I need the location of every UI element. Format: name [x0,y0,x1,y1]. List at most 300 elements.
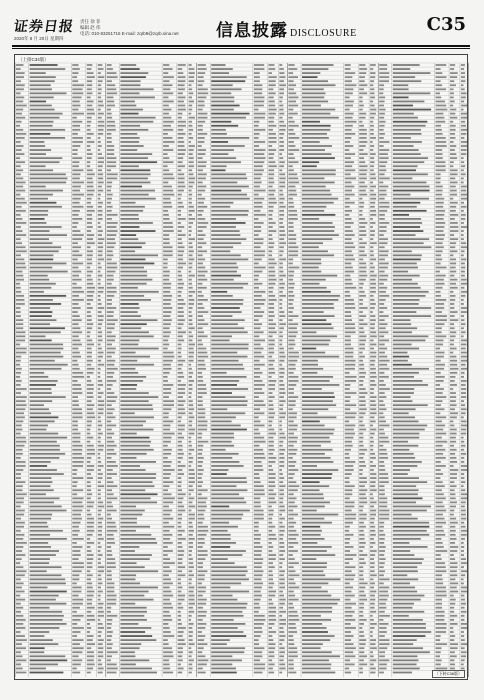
table-cell-text [16,481,25,483]
table-cell-text [379,497,387,499]
table-cell-text [288,441,297,443]
table-cell-text [279,562,282,564]
table-cell-text [98,631,102,633]
table-cell-text [98,169,102,171]
table-cell-text [268,105,275,107]
table-cell-text [359,611,363,613]
table-cell-text [279,376,283,378]
table-cell-text [461,121,465,123]
table-cell-text [359,599,367,601]
table-cell-text [288,226,293,228]
table-cell-text [16,672,26,674]
table-cell-text [163,121,174,123]
table-cell-text [268,457,276,459]
table-cell-text [30,319,57,321]
table-cell-text [30,299,53,301]
table-cell-text [268,267,274,269]
table-cell-text [178,570,182,572]
table-cell-text [163,595,173,597]
table-cell-text [87,408,93,410]
table-cell-text [393,295,426,297]
table-cell-text [189,554,192,556]
table-cell-text [98,416,101,418]
table-cell-text [461,570,467,572]
table-cell-text [107,595,117,597]
table-cell-text [370,271,374,273]
table-cell-text [198,627,206,629]
section-title-cn: 信息披露 [216,21,288,41]
table-cell-text [393,291,429,293]
table-cell-text [393,344,412,346]
table-cell-text [87,514,92,516]
table-cell-text [16,433,21,435]
table-cell-text [288,105,298,107]
table-cell-text [379,445,383,447]
table-cell-text [435,291,440,293]
table-cell-text [16,352,26,354]
table-cell-text [120,283,146,285]
table-cell-text [302,392,334,394]
table-cell-text [435,125,441,127]
table-cell-text [379,335,384,337]
table-cell-text [370,372,376,374]
table-cell-text [107,631,113,633]
table-cell-text [288,173,297,175]
table-cell-text [370,327,375,329]
table-cell-text [98,226,102,228]
table-cell-text [98,165,103,167]
table-cell-text [163,331,171,333]
table-cell-text [450,651,455,653]
table-cell-text [163,80,169,82]
table-cell-text [288,392,293,394]
table-cell-text [178,226,185,228]
table-cell-text [345,522,353,524]
table-cell-text [72,457,84,459]
table-cell-text [30,611,63,613]
table-cell-text [435,319,447,321]
table-cell-text [393,635,426,637]
table-cell-text [345,514,357,516]
table-cell-text [379,299,385,301]
table-cell-text [30,635,45,637]
table-cell-text [345,384,351,386]
table-cell-text [120,449,153,451]
table-cell-text [435,169,445,171]
table-cell-text [211,453,238,455]
table-cell-text [211,611,242,613]
table-cell-text [302,157,335,159]
table-cell-text [279,635,285,637]
table-cell-text [435,105,446,107]
table-cell-text [435,457,445,459]
table-cell-text [72,226,77,228]
table-cell-text [345,92,353,94]
table-cell-text [379,627,386,629]
table-cell-text [254,178,261,180]
table-cell-text [345,295,351,297]
table-cell-text [189,72,195,74]
table-cell-text [30,668,46,670]
table-cell-text [211,157,236,159]
table-cell-text [30,340,52,342]
table-cell-text [107,481,114,483]
table-cell-text [279,522,282,524]
table-cell-text [268,327,275,329]
table-cell-text [87,246,91,248]
table-cell-text [379,384,386,386]
table-cell-text [302,327,333,329]
table-cell-text [450,506,456,508]
table-cell-text [379,396,386,398]
table-cell-text [98,279,101,281]
table-cell-text [254,327,261,329]
table-cell-text [461,222,464,224]
table-cell-text [198,388,207,390]
table-cell-text [72,311,77,313]
table-cell-text [163,376,167,378]
table-cell-text [302,421,320,423]
table-cell-text [30,550,59,552]
table-cell-text [379,595,389,597]
table-cell-text [120,647,139,649]
table-cell-text [302,445,321,447]
table-cell-text [461,84,464,86]
table-cell-text [98,202,103,204]
table-cell-text [30,607,50,609]
table-cell-text [393,230,424,232]
table-cell-text [107,655,112,657]
table-cell-text [30,364,68,366]
table-cell-text [16,303,25,305]
table-cell-text [393,105,413,107]
table-cell-text [16,412,24,414]
table-cell-text [435,566,445,568]
table-cell-text [189,481,195,483]
table-cell-text [87,340,92,342]
table-cell-text [435,449,445,451]
table-cell-text [30,412,51,414]
table-cell-text [435,121,445,123]
table-cell-text [345,639,351,641]
table-cell-text [163,153,168,155]
table-cell-text [254,173,262,175]
table-cell-text [211,445,234,447]
table-cell-text [16,380,22,382]
table-cell-text [30,295,67,297]
table-cell-text [72,291,84,293]
table-cell-text [345,315,352,317]
table-cell-text [435,400,442,402]
table-cell-text [178,672,183,674]
table-cell-text [450,295,455,297]
table-cell-text [393,348,419,350]
table-cell-text [178,178,185,180]
table-cell-text [163,218,169,220]
table-cell-text [211,534,230,536]
table-cell-text [450,283,456,285]
table-cell-text [279,558,285,560]
table-cell-text [163,583,173,585]
table-cell-text [87,141,95,143]
table-cell-text [120,113,138,115]
table-cell-text [302,416,336,418]
table-cell-text [98,591,103,593]
table-cell-text [178,295,182,297]
table-cell-text [107,542,115,544]
table-cell-text [345,267,353,269]
table-cell-text [370,190,374,192]
table-cell-text [435,647,441,649]
table-cell-text [163,380,168,382]
table-cell-text [189,457,194,459]
table-cell-text [370,141,373,143]
table-cell-text [461,295,465,297]
table-cell-text [163,404,174,406]
table-cell-text [254,129,265,131]
table-cell-text [178,299,184,301]
table-cell-text [87,591,95,593]
table-cell-text [87,331,91,333]
table-cell-text [359,113,366,115]
table-cell-text [107,400,116,402]
table-cell-text [345,323,355,325]
table-cell-text [198,299,208,301]
table-cell-text [72,550,80,552]
table-cell-text [370,105,374,107]
table-cell-text [72,331,82,333]
table-cell-text [254,242,263,244]
table-cell-text [435,88,446,90]
table-cell-text [16,635,25,637]
table-cell-text [370,416,374,418]
table-cell-text [461,530,467,532]
table-cell-text [198,109,203,111]
table-cell-text [345,230,353,232]
table-cell-text [370,595,375,597]
table-cell-text [379,554,384,556]
table-cell-text [87,76,95,78]
table-cell-text [393,578,418,580]
table-cell-text [211,360,238,362]
table-cell-text [345,566,356,568]
table-cell-text [178,376,184,378]
table-cell-text [198,210,204,212]
table-cell-text [450,461,457,463]
table-cell-text [211,639,230,641]
table-cell-text [359,226,365,228]
table-cell-text [254,291,266,293]
table-cell-text [163,510,172,512]
table-cell-text [268,214,272,216]
table-cell-text [87,526,94,528]
table-cell-text [254,647,265,649]
table-cell-text [254,319,259,321]
table-cell-text [450,514,454,516]
table-cell-text [393,465,418,467]
table-cell-text [393,101,425,103]
table-cell-text [87,97,91,99]
table-cell-text [288,279,293,281]
table-cell-text [163,392,171,394]
table-cell-text [211,149,234,151]
table-cell-text [98,368,101,370]
table-cell-text [163,242,170,244]
table-cell-text [370,149,373,151]
table-cell-text [268,137,276,139]
table-cell-text [345,133,356,135]
table-cell-text [198,376,203,378]
table-cell-text [254,238,264,240]
table-cell-text [379,153,388,155]
table-cell-text [198,250,207,252]
table-cell-text [189,429,196,431]
table-cell-text [120,311,137,313]
table-cell-text [120,161,157,163]
table-cell-text [87,327,92,329]
table-cell-text [393,659,419,661]
table-cell-text [379,275,388,277]
table-cell-text [450,469,458,471]
table-cell-text [178,607,184,609]
table-cell-text [288,477,293,479]
table-cell-text [288,109,293,111]
table-cell-text [450,327,455,329]
table-cell-text [16,554,25,556]
table-cell-text [120,396,158,398]
table-cell-text [435,315,447,317]
table-cell-text [370,655,374,657]
table-cell-text [189,287,193,289]
table-cell-text [98,105,104,107]
table-cell-text [107,299,112,301]
table-cell-text [30,514,53,516]
table-cell-text [120,485,154,487]
table-cell-text [254,668,265,670]
table-cell-text [302,562,327,564]
table-cell-text [268,344,274,346]
table-cell-text [189,344,195,346]
table-cell-text [30,522,47,524]
table-cell-text [72,530,79,532]
table-cell-text [16,178,23,180]
table-cell-text [30,133,51,135]
table-cell-text [359,141,367,143]
table-cell-text [120,218,139,220]
table-cell-text [163,412,169,414]
table-cell-text [279,416,285,418]
table-cell-text [345,68,351,70]
table-cell-text [268,578,273,580]
table-cell-text [198,502,206,504]
table-cell-text [359,651,364,653]
table-cell-text [198,433,203,435]
table-cell-text [279,335,283,337]
table-cell-text [98,84,101,86]
table-cell-text [461,497,467,499]
table-cell-text [288,129,293,131]
table-cell-text [198,635,206,637]
table-cell-text [254,202,262,204]
table-cell-text [72,485,76,487]
table-cell-text [370,631,373,633]
table-cell-text [120,145,143,147]
table-cell-text [450,368,458,370]
table-cell-text [87,287,95,289]
table-cell-text [268,546,273,548]
table-cell-text [288,510,293,512]
table-cell-text [107,453,117,455]
table-cell-text [16,619,26,621]
table-cell-text [288,639,293,641]
table-cell-text [163,619,172,621]
table-cell-text [163,263,168,265]
table-cell-text [120,222,152,224]
table-cell-text [288,493,293,495]
table-cell-text [211,380,239,382]
table-cell-text [393,595,425,597]
table-cell-text [163,421,173,423]
table-cell-text [30,623,67,625]
table-cell-text [279,554,283,556]
table-cell-text [107,327,115,329]
table-cell-text [393,133,422,135]
table-cell-text [379,121,385,123]
table-cell-text [189,530,195,532]
table-cell-text [30,416,59,418]
table-cell-text [302,583,328,585]
table-cell-text [435,76,446,78]
table-cell-text [345,80,352,82]
table-cell-text [163,522,169,524]
table-cell-text [98,534,102,536]
table-cell-text [178,611,181,613]
table-cell-text [450,230,458,232]
table-cell-text [435,388,443,390]
table-cell-text [178,465,186,467]
table-cell-text [254,578,262,580]
table-cell-text [435,465,445,467]
table-cell-text [359,295,366,297]
table-cell-text [189,672,192,674]
table-cell-text [120,384,137,386]
table-cell-text [254,465,263,467]
table-cell-text [16,206,22,208]
table-cell-text [211,117,246,119]
logo-text: 证券日报 [12,19,75,35]
table-cell-text [16,421,23,423]
table-cell-text [211,574,245,576]
table-cell-text [302,522,332,524]
table-cell-text [370,275,377,277]
table-cell-text [189,186,193,188]
table-cell-text [359,429,366,431]
table-cell-text [393,283,418,285]
table-cell-text [268,145,272,147]
table-cell-text [254,550,262,552]
table-cell-text [72,303,78,305]
table-cell-text [279,64,282,66]
table-cell-text [435,477,440,479]
table-cell-text [268,449,274,451]
table-cell-text [461,489,465,491]
table-cell-text [254,453,264,455]
table-cell-text [254,226,261,228]
table-cell-text [254,287,259,289]
table-cell-text [107,404,112,406]
table-cell-text [279,97,283,99]
table-cell-text [254,153,264,155]
